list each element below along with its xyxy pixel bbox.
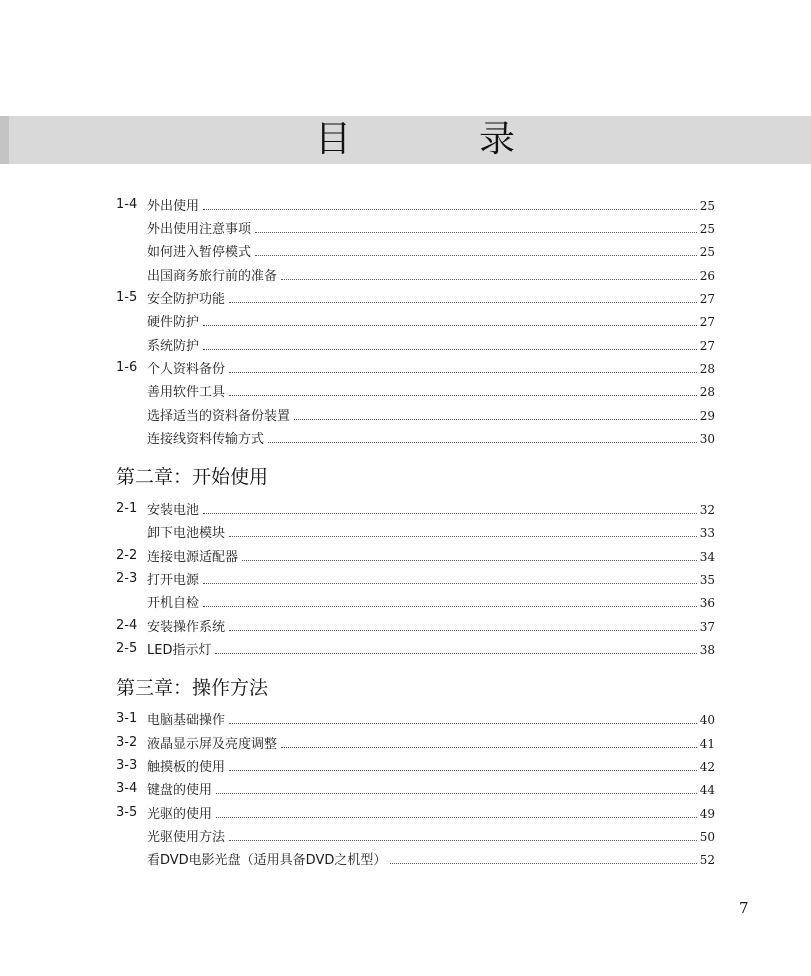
toc-entry-page: 27 [699, 315, 715, 329]
toc-leader-dots [281, 732, 697, 748]
toc-entry-page: 34 [699, 550, 715, 564]
toc-entry-label: 出国商务旅行前的准备 [147, 269, 278, 284]
toc-leader-dots [229, 755, 697, 771]
toc-leader-dots [216, 778, 697, 794]
toc-entry[interactable] [0, 732, 811, 754]
toc-entry-label: 外出使用注意事项 [147, 222, 252, 237]
toc-entry[interactable] [0, 217, 811, 239]
toc-entry-label: 安全防护功能 [147, 292, 226, 307]
toc-entry-page: 25 [699, 199, 715, 213]
toc-entry-label: 选择适当的资料备份装置 [147, 409, 291, 424]
toc-entry-page: 27 [699, 292, 715, 306]
toc-entry[interactable] [0, 545, 811, 567]
toc-entry[interactable] [0, 194, 811, 216]
toc-leader-dots [203, 568, 697, 584]
toc-entry[interactable] [0, 357, 811, 379]
toc-entry-page: 32 [699, 503, 715, 517]
toc-entry-page: 26 [699, 269, 715, 283]
toc-leader-dots [203, 310, 697, 326]
toc-entry-label: 电脑基础操作 [147, 713, 226, 728]
toc-entry-label: 个人资料备份 [147, 362, 226, 377]
toc-entry-label: 光驱的使用 [147, 807, 213, 822]
toc-entry-page: 28 [699, 385, 715, 399]
toc-entry-page: 44 [699, 783, 715, 797]
toc-entry-label: 如何进入暂停模式 [147, 245, 252, 260]
toc-entry[interactable] [0, 521, 811, 543]
toc-leader-dots [229, 825, 697, 841]
toc-entry-label: 光驱使用方法 [147, 830, 226, 845]
toc-entry-page: 37 [699, 620, 715, 634]
toc-entry-page: 42 [699, 760, 715, 774]
toc-leader-dots [268, 427, 697, 443]
toc-entry[interactable] [0, 802, 811, 824]
toc-entry[interactable] [0, 778, 811, 800]
toc-entry-label: 善用软件工具 [147, 385, 226, 400]
toc-leader-dots [390, 848, 697, 864]
toc-entry-page: 25 [699, 245, 715, 259]
toc-entry-page: 28 [699, 362, 715, 376]
toc-entry-page: 38 [699, 643, 715, 657]
toc-entry[interactable] [0, 848, 811, 870]
toc-entry-number: 2-1 [116, 501, 138, 516]
toc-entry-label: 键盘的使用 [147, 783, 213, 798]
toc-entry[interactable] [0, 825, 811, 847]
toc-entry-page: 35 [699, 573, 715, 587]
toc-entry[interactable] [0, 334, 811, 356]
toc-entry-number: 3-1 [116, 711, 138, 726]
toc-entry[interactable] [0, 380, 811, 402]
toc-entry-label: 触摸板的使用 [147, 760, 226, 775]
toc-entry-label: 打开电源 [147, 573, 200, 588]
page-number: 7 [739, 899, 749, 917]
toc-entry[interactable] [0, 591, 811, 613]
toc-entry[interactable] [0, 708, 811, 730]
toc-entry[interactable] [0, 755, 811, 777]
toc-entry[interactable] [0, 638, 811, 660]
toc-leader-dots [255, 217, 697, 233]
toc-leader-dots [203, 498, 697, 514]
toc-entry-page: 49 [699, 807, 715, 821]
toc-leader-dots [215, 638, 697, 654]
toc-entry[interactable] [0, 568, 811, 590]
toc-entry-page: 52 [699, 853, 715, 867]
toc-entry[interactable] [0, 264, 811, 286]
toc-entry-number: 1-4 [116, 197, 138, 212]
toc-leader-dots [229, 521, 697, 537]
toc-entry-label: LED指示灯 [147, 643, 212, 658]
toc-entry-page: 50 [699, 830, 715, 844]
toc-entry-page: 29 [699, 409, 715, 423]
toc-entry-page: 36 [699, 596, 715, 610]
toc-leader-dots [281, 264, 697, 280]
toc-leader-dots [229, 708, 697, 724]
chapter-heading-3: 第三章：操作方法 [116, 677, 269, 699]
toc-entry-label: 开机自检 [147, 596, 200, 611]
toc-leader-dots [203, 334, 697, 350]
page-title-right-char: 录 [479, 119, 516, 160]
toc-entry[interactable] [0, 240, 811, 262]
toc-entry-number: 3-2 [116, 735, 138, 750]
toc-entry-label: 外出使用 [147, 199, 200, 214]
toc-entry-label: 看DVD电影光盘（适用具备DVD之机型） [147, 853, 387, 868]
toc-entry[interactable] [0, 427, 811, 449]
toc-entry-page: 25 [699, 222, 715, 236]
title-band-edge [0, 116, 9, 164]
toc-entry-number: 1-5 [116, 290, 138, 305]
toc-entry-page: 27 [699, 339, 715, 353]
toc-entry-label: 硬件防护 [147, 315, 200, 330]
toc-entry-number: 2-2 [116, 548, 138, 563]
toc-entry-label: 连接线资料传输方式 [147, 432, 265, 447]
toc-entry-number: 2-3 [116, 571, 138, 586]
toc-entry-label: 连接电源适配器 [147, 550, 239, 565]
toc-leader-dots [255, 240, 697, 256]
toc-leader-dots [229, 287, 697, 303]
toc-entry-label: 安装电池 [147, 503, 200, 518]
chapter-heading-2: 第二章：开始使用 [116, 466, 269, 488]
toc-entry[interactable] [0, 310, 811, 332]
toc-entry-number: 3-5 [116, 805, 138, 820]
toc-leader-dots [203, 194, 697, 210]
toc-entry-number: 1-6 [116, 360, 138, 375]
toc-entry-label: 卸下电池模块 [147, 526, 226, 541]
toc-leader-dots [229, 615, 697, 631]
toc-entry-page: 30 [699, 432, 715, 446]
toc-leader-dots [203, 591, 697, 607]
toc-entry-number: 2-4 [116, 618, 138, 633]
page-title-left-char: 目 [315, 119, 352, 160]
toc-leader-dots [216, 802, 697, 818]
toc-leader-dots [229, 357, 697, 373]
toc-leader-dots [242, 545, 697, 561]
toc-entry-label: 液晶显示屏及亮度调整 [147, 737, 278, 752]
toc-leader-dots [229, 380, 697, 396]
toc-entry-page: 41 [699, 737, 715, 751]
toc-entry-page: 33 [699, 526, 715, 540]
toc-entry-number: 3-3 [116, 758, 138, 773]
toc-entry[interactable] [0, 404, 811, 426]
toc-entry[interactable] [0, 498, 811, 520]
title-band [0, 116, 811, 164]
toc-entry-page: 40 [699, 713, 715, 727]
toc-entry-number: 3-4 [116, 781, 138, 796]
toc-entry-label: 安装操作系统 [147, 620, 226, 635]
toc-entry[interactable] [0, 615, 811, 637]
toc-entry[interactable] [0, 287, 811, 309]
toc-entry-label: 系统防护 [147, 339, 200, 354]
toc-leader-dots [294, 404, 697, 420]
toc-entry-number: 2-5 [116, 641, 138, 656]
